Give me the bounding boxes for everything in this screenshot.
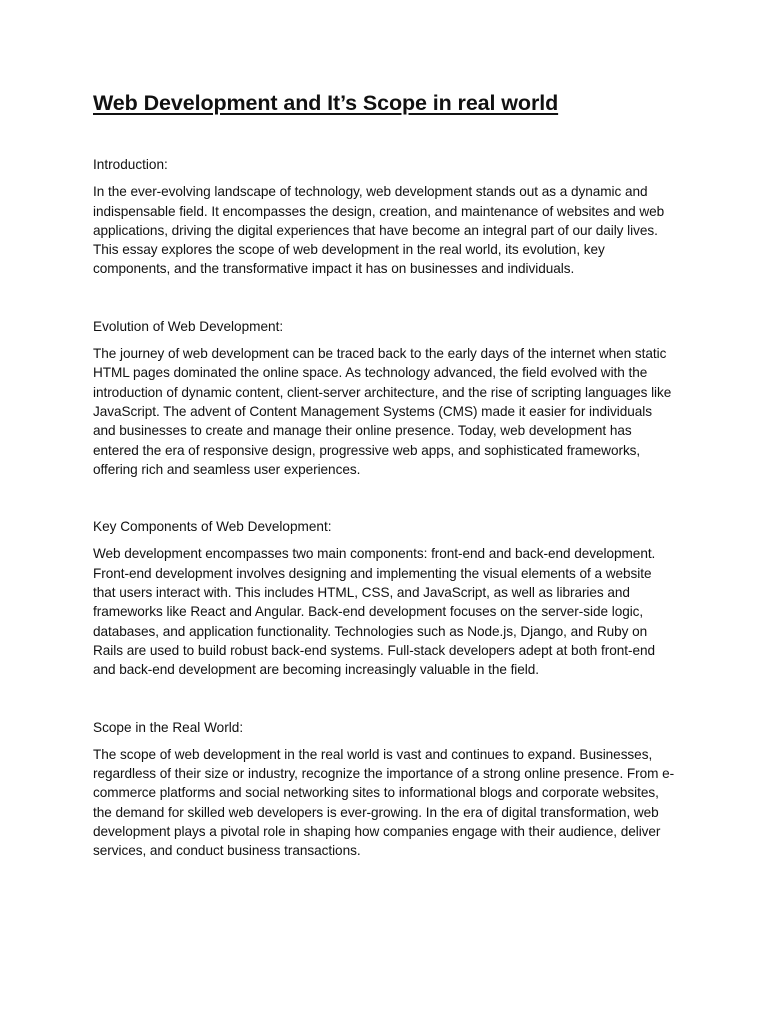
document-page — [93, 88, 677, 861]
section-evolution — [93, 317, 677, 479]
section-body: In the ever-evolving landscape of technology, web development stands out as a dynamic and indispensable field. It encompasses the design, creation, and maintenance of websites and web applications, driving the digital experiences that have become an integral part of our daily lives. This essay explores the scope of web development in the real world, its evolution, key components, and the transformative impact it has on businesses and individuals. — [93, 184, 665, 277]
section-heading: Key Components of Web Development: — [93, 519, 332, 535]
section-heading: Scope in the Real World: — [93, 719, 244, 735]
section-body: The journey of web development can be traced back to the early days of the internet when static HTML pages dominated the online space. As technology advanced, the field evolved with the introduction of dynamic content, client-server architecture, and the rise of scripting languages like JavaScript. The advent of Content Management Systems (CMS) made it easier for individuals and businesses to create and manage their online presence. Today, web development has entered the era of responsive design, progressive web apps, and sophisticated frameworks, offering rich and seamless user experiences. — [93, 346, 672, 477]
section-introduction — [93, 155, 677, 279]
document-title: Web Development and It’s Scope in real world — [93, 91, 559, 115]
section-key-components — [93, 517, 677, 679]
section-heading: Introduction: — [93, 157, 168, 172]
section-heading: Evolution of Web Development: — [93, 318, 284, 334]
section-body: Web development encompasses two main components: front-end and back-end development. Front-end development involves designing and implementing the visual elements of a website that users interact with. This includes HTML, CSS, and JavaScript, as well as libraries and frameworks like React and Angular. Back-end development focuses on the server-side logic, databases, and application functionality. Technologies such as Node.js, Django, and Ruby on Rails are used to build robust back-end systems. Full-stack developers adept at both front-end and back-end development are becoming increasingly valuable in the field. — [93, 546, 656, 678]
section-scope — [93, 718, 677, 861]
section-body: The scope of web development in the real world is vast and continues to expand. Businesses, regardless of their size or industry, recognize the importance of a strong online presence. From e-commerce platforms and social networking sites to informational blogs and corporate websites, the demand for skilled web developers is ever-growing. In the era of digital transformation, web development plays a pivotal role in shaping how companies engage with their audience, deliver services, and conduct business transactions. — [93, 746, 675, 859]
